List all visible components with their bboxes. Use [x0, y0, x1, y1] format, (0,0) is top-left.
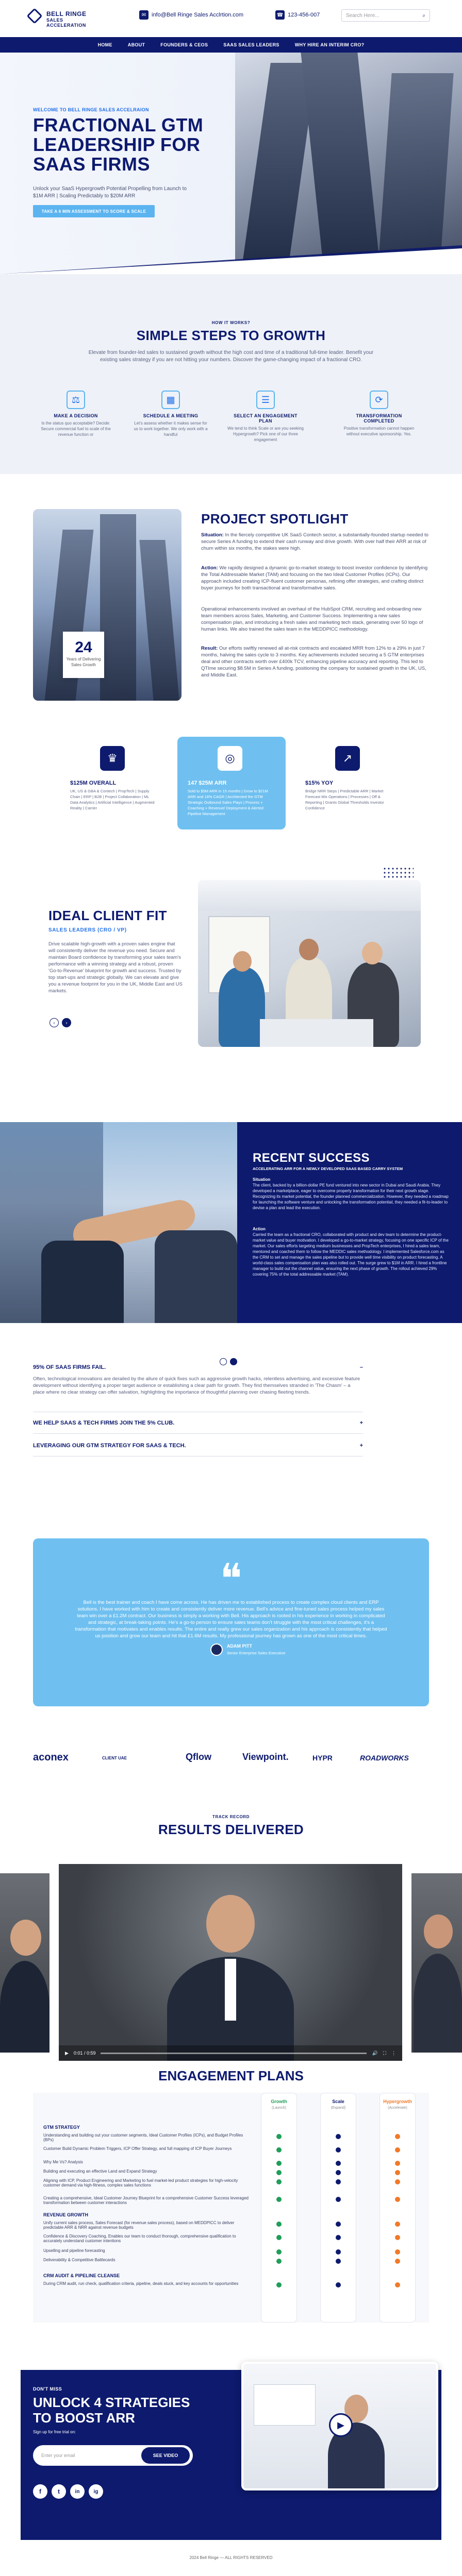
- step-decision: ⚖ MAKE A DECISION Is the status quo acceptable? Decide: Secure commercial fuel to scale of the revenue function or: [37, 391, 114, 437]
- play-icon[interactable]: ▶: [65, 2050, 69, 2056]
- plan-row: Deliverability & Competitive Battlecards: [43, 2258, 116, 2262]
- check-icon: [336, 2170, 341, 2175]
- plan-col-growth[interactable]: [261, 2093, 297, 2323]
- unlock-video[interactable]: [241, 2362, 438, 2490]
- recent-success-panel: [237, 1122, 462, 1323]
- plan-row: Creating a comprehensive, Ideal Customer Journey Blueprint for a comprehensive Customer Success leveraged transformation between customer interactions: [43, 2196, 249, 2205]
- check-icon: [395, 2179, 400, 2184]
- check-icon: [336, 2235, 341, 2240]
- search-icon: ⌕: [422, 12, 425, 19]
- email-contact[interactable]: [139, 10, 243, 20]
- see-video-button[interactable]: SEE VIDEO: [141, 2447, 190, 2464]
- check-icon: [276, 2197, 282, 2202]
- plans-table: [33, 2093, 429, 2323]
- search-placeholder: Search Here...: [346, 12, 380, 19]
- logo[interactable]: [29, 7, 101, 28]
- plans-title: ENGAGEMENT PLANS: [158, 2068, 304, 2083]
- video-thumb-right[interactable]: [411, 1873, 462, 2053]
- recent-success-subtitle: ACCELERATING ARR FOR A NEWLY DEVELOPED SAAS BASED CARRY SYSTEM: [253, 1166, 403, 1171]
- check-icon: [276, 2222, 282, 2227]
- expand-icon: +: [359, 1420, 363, 1426]
- volume-icon[interactable]: 🔊: [372, 2050, 378, 2056]
- plan-row: Unify current sales process, Sales Forecast (for revenue sales process), based on MEDDPICC to deliver predictable ARR & NRR against revenue budgets: [43, 2221, 235, 2230]
- testimonial-role: Senior Enterprise Sales Executive: [227, 1651, 286, 1655]
- stat-card-overall: ♛ $125M OVERALL UK, US & GBA & Contech | PropTech | Supply Chain | ERP | B2B | Project Collaboration | ML Data Analytics | Artificial Intelligence | Augmented Reality | Carrier: [60, 737, 168, 829]
- growth-icon: ↗: [335, 746, 360, 771]
- video-thumb-left[interactable]: [0, 1873, 50, 2053]
- client-logo-qflow: Qflow: [186, 1752, 211, 1762]
- video-controls: [59, 2045, 402, 2061]
- video-player[interactable]: [59, 1864, 402, 2061]
- instagram-icon[interactable]: ig: [89, 2484, 103, 2499]
- plan-row: Aligning with ICP, Product Engineering and Marketing to fuel market-led product strategies for high-velocity customer demand via high-fitness, complex sales functions: [43, 2178, 238, 2188]
- step-meeting: ▦ SCHEDULE A MEETING Let's assess whether it makes sense for us to work together. We only work with a handful: [132, 391, 209, 437]
- plans-section-gtm: GTM STRATEGY: [43, 2125, 80, 2130]
- steps-kicker: HOW IT WORKS?: [211, 320, 251, 325]
- check-icon: [276, 2235, 282, 2240]
- icp-next-button[interactable]: [62, 1018, 71, 1027]
- client-logo-aconex: aconex: [33, 1752, 69, 1763]
- logo-line1: BELL RINGE: [46, 10, 87, 18]
- video-time: 0:01 / 0:59: [73, 2050, 96, 2056]
- fullscreen-icon[interactable]: ⛶: [383, 2050, 386, 2056]
- icp-prev-button[interactable]: [50, 1018, 59, 1027]
- top-bar: [0, 0, 462, 32]
- calendar-icon: ▦: [161, 391, 180, 409]
- faq-answer-1: Often, technological innovations are derailed by the allure of quick fixes such as aggressive growth hacks, relentless advertising, and excessive feature development without identifying a proper target audience or establishing a clear path for growth. They find themselves stranded in 'The Chasm' – a place where no clear strategy can offer salvation, highlighting the importance of thoughtful planning over chasing fleeting trends.: [33, 1376, 360, 1395]
- check-icon: [336, 2147, 341, 2153]
- years-label: Years of Delivering Sales Growth: [66, 657, 101, 667]
- rs-situation: Situation The client, backed by a billion-dollar PE fund ventured into new sector in Dubai and Saudi Arabia. They developed a marketplace, eager to overcome property transformation for their next growth stage. Recognizing its market potential, the founder planned commercialization. However, they needed a roadmap for launching the software venture and unlocking the transformation potential, they needed a fit-to-leader to devise a plan and lead the execution.: [253, 1177, 449, 1210]
- check-icon: [336, 2134, 341, 2139]
- arrow-right-icon: ›: [65, 1020, 68, 1025]
- faq-item-3[interactable]: LEVERAGING OUR GTM STRATEGY FOR SAAS & TECH. +: [33, 1443, 363, 1449]
- spotlight-title: PROJECT SPOTLIGHT: [201, 511, 349, 527]
- plan-row: Understanding and building out your customer segments, Ideal Customer Profiles (ICPs), and Budget Profiles (BPs): [43, 2133, 243, 2142]
- client-logo-2: CLIENT UAE: [102, 1756, 127, 1760]
- plan-row: Customer Build Dynamic Problem Triggers, ICP Offer Strategy, and full mapping of ICP Buyer Journeys: [43, 2146, 232, 2151]
- years-number: 24: [75, 639, 92, 656]
- check-icon: [395, 2259, 400, 2264]
- search-input[interactable]: [341, 9, 430, 22]
- email-text: info@Bell Ringe Sales Acclrtion.com: [152, 12, 244, 18]
- check-icon: [395, 2134, 400, 2139]
- plan-row: During CRM audit, run check, qualification criteria, pipeline, deals stuck, and key accounts for opportunities: [43, 2281, 239, 2286]
- plan-icon: ☰: [256, 391, 275, 409]
- plan-col-hypergrowth[interactable]: [380, 2093, 416, 2323]
- target-icon: ◎: [218, 746, 242, 771]
- facebook-icon[interactable]: f: [33, 2484, 47, 2499]
- check-icon: [395, 2197, 400, 2202]
- main-nav: [0, 37, 462, 53]
- play-icon[interactable]: ▶: [329, 2413, 353, 2437]
- nav-about[interactable]: ABOUT: [127, 42, 145, 47]
- team-meeting-image: [198, 880, 421, 1047]
- client-logo-hypr: HYPR: [312, 1754, 333, 1762]
- steps-title: SIMPLE STEPS TO GROWTH: [136, 328, 326, 343]
- check-icon: [336, 2282, 341, 2287]
- check-icon: [276, 2147, 282, 2153]
- nav-founders[interactable]: FOUNDERS & CEOS: [160, 42, 208, 47]
- check-icon: [276, 2170, 282, 2175]
- client-logo-roadworks: ROADWORKS: [360, 1754, 409, 1762]
- mail-icon: ✉: [139, 10, 148, 20]
- unlock-kicker: DON'T MISS: [33, 2386, 62, 2392]
- testimonial-name: ADAM PITT: [227, 1643, 252, 1649]
- plans-section-crm: CRM AUDIT & PIPELINE CLEANSE: [43, 2273, 120, 2278]
- recent-success-title: RECENT SUCCESS: [253, 1151, 370, 1165]
- plan-row: Building and executing an effective Land and Expand Strategy: [43, 2169, 157, 2174]
- unlock-section: [21, 2370, 441, 2540]
- hero-section: [0, 53, 462, 274]
- step-transformation: ⟳ TRANSFORMATION COMPLETED Positive transformation cannot happen without executive sponsorship. Yes.: [340, 391, 418, 437]
- logo-mark-icon: [26, 8, 42, 24]
- check-icon: [276, 2161, 282, 2166]
- icp-text: Drive scalable high-growth with a proven sales engine that will consistently deliver the revenue you need. Secure and maintain Board confidence by transforming your sales team's performance with a winning strategy and a robust, proven 'Go-to-Revenue' blueprint for growth and success. Trusted by top start-ups and strategic globally. We can elevate and give you a revenue footprint for you in the UK, Middle East and US markets.: [48, 941, 183, 994]
- hero-building-image: [235, 53, 462, 274]
- stat-card-yoy: ↗ $15% YOY Bridge NRR Steps | Predictable ARR | Market Forecast Mix Operations | Processes | Off & Reporting | Grants Global Thresholds Investor Confidence: [295, 737, 403, 829]
- check-icon: [336, 2249, 341, 2255]
- linkedin-icon[interactable]: in: [70, 2484, 85, 2499]
- nav-interim-cro[interactable]: WHY HIRE AN INTERIM CRO?: [294, 42, 365, 47]
- check-icon: [395, 2282, 400, 2287]
- twitter-icon[interactable]: t: [52, 2484, 66, 2499]
- testimonial-text: Bell is the best trainer and coach I have come across. He has driven me to established process to create complex cloud clients and ERP solutions. I have worked with him to create and consistently deliver more revenue. Bell's advice and fine-tuned sales process helped my sales team win over a £1.2M contract. Our business is simply a working with Bell. His approach is rooted in his experience in working in complicated and strategic, at break-taking points. He's a go-to person to ensure sales teams don't struggle with the most critical challenges, it's a transformation that motivates and enables results. The entire and really grew our sales organization and his approach is consistently that helped us position and grow our team and hit that £1.6M results. My professional journey has grown as one of the most critical times.: [75, 1600, 387, 1639]
- unlock-title: UNLOCK 4 STRATEGIES TO BOOST ARR: [33, 2395, 190, 2426]
- step-plan: ☰ SELECT AN ENGAGEMENT PLAN We tend to think Scale or are you seeking Hypergrowth? Pick one of our three engagement: [227, 391, 304, 443]
- trophy-icon: ♛: [100, 746, 125, 771]
- check-icon: [276, 2259, 282, 2264]
- check-icon: [276, 2179, 282, 2184]
- check-icon: [276, 2134, 282, 2139]
- plan-hyper-name: Hypergrowth: [383, 2099, 412, 2104]
- check-icon: [395, 2161, 400, 2166]
- check-icon: [395, 2249, 400, 2255]
- track-title: RESULTS DELIVERED: [158, 1822, 304, 1837]
- transformation-icon: ⟳: [370, 391, 388, 409]
- track-kicker: TRACK RECORD: [212, 1815, 250, 1819]
- steps-desc: Elevate from founder-led sales to sustained growth without the high cost and time of a traditional full-time leader. Benefit your existing sales strategy if you are not hitting your numbers. Discover the game-changing impact of a fractional CRO.: [88, 350, 374, 363]
- nav-home[interactable]: HOME: [97, 42, 112, 47]
- quote-icon: ❝: [220, 1557, 242, 1602]
- decision-icon: ⚖: [67, 391, 85, 409]
- check-icon: [336, 2161, 341, 2166]
- icp-subtitle: SALES LEADERS (CRO / VP): [48, 927, 127, 933]
- testimonial-card: [33, 1538, 429, 1706]
- expand-icon: +: [359, 1443, 363, 1449]
- avatar: [210, 1643, 223, 1656]
- check-icon: [276, 2249, 282, 2255]
- faq-item-1[interactable]: 95% OF SAAS FIRMS FAIL. –: [33, 1364, 363, 1370]
- collapse-icon: –: [359, 1364, 363, 1370]
- email-field[interactable]: Enter your email: [33, 2445, 193, 2466]
- check-icon: [395, 2170, 400, 2175]
- icp-title: IDEAL CLIENT FIT: [48, 908, 167, 923]
- phone-icon: ☎: [275, 10, 285, 20]
- logo-line2: SALES ACCELERATION: [46, 18, 86, 28]
- spotlight-action: Action: We rapidly designed a dynamic go-to-market strategy to boost investor confidence by identifying the Total Addressable Market (TAM) and focusing on the two Ideal Customer Profiles (ICPs). Our approach included creating ICP-fluent customer personas, refining offer strategies, and crafting distinct buyer journeys for both transactional and transformative sales.: [201, 565, 428, 591]
- footer-text: 2024 Bell Ringe — ALL RIGHTS RESERVED: [189, 2555, 273, 2560]
- hero-title: FRACTIONAL GTM LEADERSHIP FOR SAAS FIRMS: [33, 114, 204, 175]
- check-icon: [276, 2282, 282, 2287]
- plans-section-revenue: REVENUE GROWTH: [43, 2212, 89, 2217]
- plan-row: Why Me Vs? Analysis: [43, 2160, 83, 2164]
- unlock-sub: Sign up for free trial on:: [33, 2430, 76, 2434]
- check-icon: [395, 2235, 400, 2240]
- check-icon: [336, 2259, 341, 2264]
- spotlight-image: [33, 509, 182, 701]
- check-icon: [395, 2222, 400, 2227]
- plan-row: Upselling and pipeline forecasting: [43, 2248, 105, 2253]
- check-icon: [336, 2197, 341, 2202]
- arrow-left-icon: ‹: [53, 1020, 55, 1025]
- check-icon: [336, 2179, 341, 2184]
- hero-kicker: WELCOME TO BELL RINGE SALES ACCELRAION: [33, 107, 149, 112]
- faq-item-2[interactable]: WE HELP SAAS & TECH FIRMS JOIN THE 5% CLUB. +: [33, 1420, 363, 1426]
- recent-success-section: [0, 1122, 462, 1323]
- spotlight-situation: Situation: In the fiercely competitive UK SaaS Contech sector, a substantially-founded startup needed to secure Series A funding to extend their cash runway and drive growth. With over half their ARR at risk of churn within six months, the stakes were high.: [201, 532, 428, 551]
- years-badge: [63, 632, 104, 678]
- handshake-image: [0, 1122, 237, 1323]
- video-progress[interactable]: [101, 2053, 367, 2054]
- plan-scale-name: Scale: [332, 2099, 344, 2104]
- nav-saas-leaders[interactable]: SAAS SALES LEADERS: [223, 42, 279, 47]
- spotlight-action-2: Operational enhancements involved an overhaul of the HubSpot CRM, recruiting and onboarding new team members across Sales, Marketing, and Customer Success. Implementing a new sales compensation plan, and introducing a fresh sales and marketing tech stack, generating over 50 logo of human links. We also trained the sales team in the MEDDPICC methodology.: [201, 606, 423, 632]
- client-logo-viewpoint: Viewpoint.: [242, 1752, 289, 1762]
- hero-cta-button[interactable]: TAKE A 6 MIN ASSESSMENT TO SCORE & SCALE: [33, 205, 155, 217]
- steps-section: [0, 274, 462, 474]
- check-icon: [395, 2147, 400, 2153]
- plan-growth-name: Growth: [271, 2099, 287, 2104]
- plan-row: Confidence & Discovery Coaching, Enables our team to conduct thorough, comprehensive qualification to accurately understand customer intentions: [43, 2234, 236, 2243]
- phone-text: 123-456-007: [288, 12, 320, 18]
- rs-action: Action Carried the team as a fractional CRO, collaborated with product and dev team to determine the product-market value and buyer motivation. I developed a go-to-market strategy, focusing on one specific ICP of the market. Our sales efforts targeting medium businesses and PropTech enterprises, I hired a sales team, mentored and coached them to follow the MEDDIC sales methodology. I implemented Salesforce.com as the CRM to set and manage the sales pipeline but to provide well time visibility on product forecasting. A world-class sales compensation plan was also rolled out. The surge grew to $1M in ARR. I hired a frontline manager to build out the channel value, ensuring the next phase of growth. The rollout achieved 29% covering 75% of the total addressable market (TAM).: [253, 1227, 449, 1277]
- spotlight-result: Result: Our efforts swiftly renewed all at-risk contracts and escalated MRR from 12% to a 29% in just 7 months, halving the sales cycle to 3 months. Key achievements included securing a 5 GTM enterprises deal and other contracts worth over £400k TCV, enhancing pipeline accuracy and reporting. This led to QTIme securing $8.5M in Series A funding, positioning the company for sustained growth in the UK, US, and Middle East.: [201, 646, 426, 678]
- more-icon[interactable]: ⋮: [391, 2050, 396, 2056]
- stat-card-arr: ◎ 147 $25M ARR Sold to $5M ARR in 15 months | Grow to $21M ARR and 18% CAGR | Architected the GTM Strategic Outbound Sales Plays | Process + Coaching + Revenue/ Deployment & Alerted Pipeline Management: [177, 737, 286, 829]
- plan-col-scale[interactable]: [320, 2093, 356, 2323]
- phone-contact[interactable]: [275, 10, 320, 20]
- check-icon: [336, 2222, 341, 2227]
- hero-subtitle: Unlock your SaaS Hypergrowth Potential Propelling from Launch to $1M ARR | Scaling Predictably to $20M ARR: [33, 186, 187, 199]
